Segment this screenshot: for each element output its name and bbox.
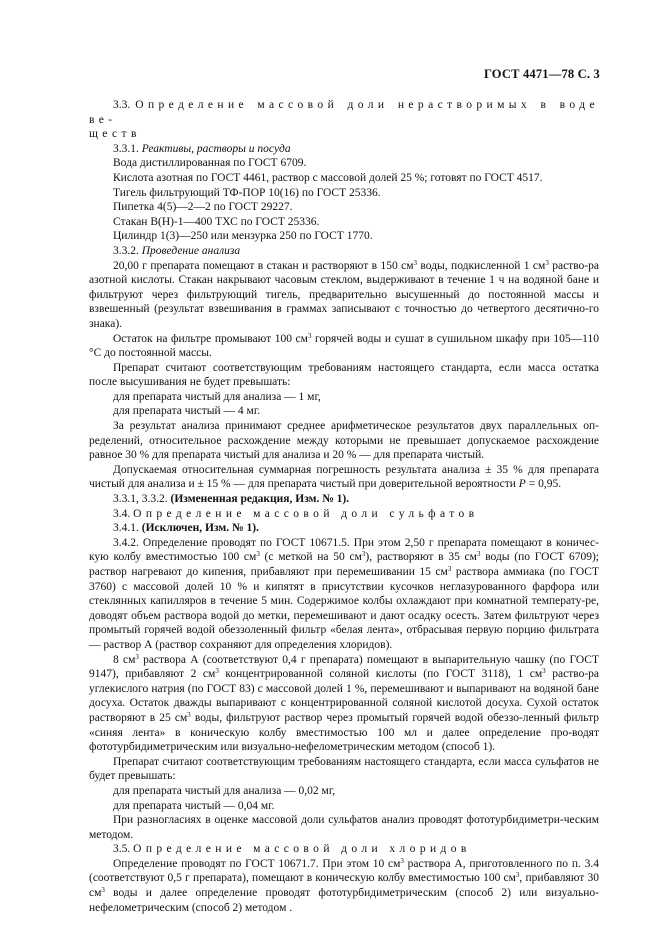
section-title: Определение массовой доли сульфатов — [133, 507, 479, 520]
reagent-line: Тигель фильтрующий ТФ-ПОР 10(16) по ГОСТ 25336. — [113, 186, 381, 199]
paragraph: 8 $см^3$ раствора А (соответствуют 0,4 г препарата) помещают в выпарительную чашку (по ГОСТ 9147), прибавляют 2 $см^3$ концентрированной соляной кислоты (по ГОСТ 3118), 1 $см^3$ раство-ра углекислого натрия (по ГОСТ 83) с массовой долей 1 %, перемешивают и выпаривают на водяной бане досуха. Остаток дважды выпаривают с концентрированной соляной кислотой досуха. Сухой остаток растворяют в 25 $см^3$ воды, фильтруют раствор через промытый горячей водой обеззо-ленный фильтр «синяя лента» в коническую колбу вместимостью 100 мл и далее определение про-водят фототурбидиметрическим или визуально-нефелометрическим методом (способ 1). — [89, 652, 600, 754]
section-3-5-heading — [89, 842, 599, 857]
reagent-line: Кислота азотная по ГОСТ 4461, раствор с массовой долей 25 %; готовят по ГОСТ 4517. — [113, 171, 543, 184]
paragraph: При разногласиях в оценке массовой доли сульфатов анализ проводят фототурбидиметри-ческим методом. — [89, 814, 599, 841]
section-title-cont: ществ — [89, 128, 141, 141]
subsection-title: Проведение анализа — [141, 244, 241, 257]
paragraph: Допускаемая относительная суммарная погрешность результата анализа ± 35 % для препарата чистый для анализа и ± 15 % — для препарата чистый при доверительной вероятности Р = 0,95. — [89, 463, 599, 491]
section-number: 3.5. — [113, 843, 131, 856]
list-item: для препарата чистый для анализа — 1 мг, — [113, 390, 321, 403]
subsection-3-3-2 — [89, 244, 599, 259]
document-body — [89, 98, 599, 915]
reagent-line: Цилиндр 1(3)—250 или мензурка 250 по ГОСТ 1770. — [113, 230, 373, 243]
section-3-4-heading — [89, 507, 599, 522]
reagent-line: Пипетка 4(5)—2—2 по ГОСТ 29227. — [113, 201, 293, 214]
paragraph: 20,00 г препарата помещают в стакан и растворяют в 150 $см^3$ воды, подкисленной 1 $см^3$ раство-ра азотной кислоты. Стакан накрывают часовым стеклом, выдерживают в течение 1 ч на водяной бане и фильтруют через фильтрующий тигель, предварительно высушенный до постоянной массы и взвешенный (результат взвешивания в граммах записывают с точностью до четвертого десятично-го знака). — [89, 258, 599, 330]
section-title: Определение массовой доли хлоридов — [133, 843, 471, 856]
subsection-number: 3.3.2. — [113, 244, 139, 257]
list-item: для препарата чистый — 0,04 мг. — [113, 799, 275, 812]
subsection-number: 3.3.1. — [113, 142, 139, 155]
reagent-line: Стакан В(Н)-1—400 ТХС по ГОСТ 25336. — [113, 215, 320, 228]
list-item: для препарата чистый — 4 мг. — [113, 405, 261, 418]
reagent-line: Вода дистиллированная по ГОСТ 6709. — [113, 157, 307, 170]
edition-note: 3.3.1, 3.3.2. (Измененная редакция, Изм. № 1). — [113, 493, 350, 506]
paragraph: За результат анализа принимают среднее арифметическое результатов двух параллельных оп-ределений, относительное расхождение между которыми не превышает допускаемое расхождение равное 30 % для препарата чистый для анализа и 20 % — для препарата чистый. — [89, 420, 599, 462]
paragraph: Определение проводят по ГОСТ 10671.7. При этом 10 $см^3$ раствора А, приготовленного по п. 3.4 (соответствуют 0,5 г препарата), помещают в коническую колбу вместимостью 100 $см^3$, прибавляют 30 $см^3$ воды и далее определение проводят фототурбидиметрическим (способ 2) или визуально-нефелометрическим (способ 2) методом . — [89, 856, 599, 914]
list-item: для препарата чистый для анализа — 0,02 мг, — [113, 784, 336, 797]
section-title: Определение массовой доли нерастворимых в воде ве- — [89, 99, 600, 126]
section-number: 3.4. — [113, 507, 131, 520]
paragraph: Препарат считают соответствующим требованиям настоящего стандарта, если масса сульфатов не будет превышать: — [89, 755, 599, 783]
paragraph: Остаток на фильтре промывают 100 $см^3$ горячей воды и сушат в сушильном шкафу при 105—110 °С до постоянной массы. — [89, 331, 599, 360]
section-number: 3.3. — [113, 99, 131, 111]
paragraph: 3.4.2. Определение проводят по ГОСТ 10671.5. При этом 2,50 г препарата помещают в коничес-кую колбу вместимостью 100 $см^3$ (с меткой на 50 $см^3$), растворяют в 35 $см^3$ воды (по ГОСТ 6709); раствор нагревают до кипения, прибавляют при перемешивании 15 $см^3$ раствора аммиака (по ГОСТ 3760) с массовой долей 10 % и кипятят в присутствии кусочков неглазурованного фарфора или стеклянных капилляров в течение 5 мин. Содержимое колбы охлаждают при комнатной температу-ре, доводят объем раствора водой до метки, перемешивают и дают осадку осесть. Затем фильтруют через промытый горячей водой обеззоленный фильтр «белая лента», отбрасывая первую порцию фильтрата — раствор А (раствор сохраняют для определения хлоридов). — [89, 536, 600, 651]
page-header: ГОСТ 4471—78 С. 3 — [483, 67, 600, 81]
edition-note: 3.4.1. (Исключен, Изм. № 1). — [113, 522, 259, 535]
subsection-title: Реактивы, растворы и посуда — [141, 142, 291, 155]
section-3-3-heading-cont — [89, 127, 599, 142]
subsection-3-3-1 — [89, 142, 599, 157]
section-3-3-heading — [89, 98, 599, 127]
paragraph: Препарат считают соответствующим требованиям настоящего стандарта, если масса остатка после высушивания не будет превышать: — [89, 361, 599, 389]
